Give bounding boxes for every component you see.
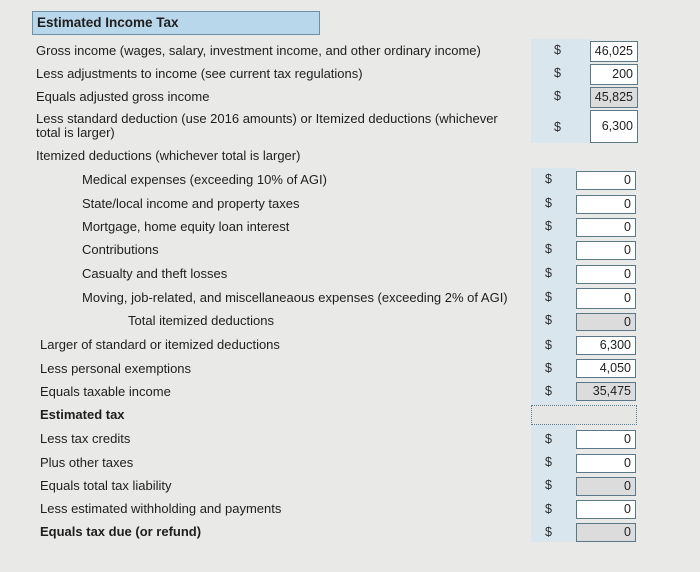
casualty-label: Casualty and theft losses xyxy=(82,266,228,281)
std-deduction-label-line2: total is larger) xyxy=(36,125,115,140)
total-liability-label: Equals total tax liability xyxy=(40,478,172,493)
std-deduction-field[interactable]: 6,300 xyxy=(590,110,638,143)
moving-currency: $ xyxy=(545,290,552,304)
exemptions-label: Less personal exemptions xyxy=(40,361,192,376)
total-itemized-label: Total itemized deductions xyxy=(128,313,274,328)
taxable-income-label: Equals taxable income xyxy=(40,384,171,399)
gross-income-currency: $ xyxy=(554,43,561,57)
mortgage-field[interactable]: 0 xyxy=(576,218,636,237)
gross-income-field[interactable]: 46,025 xyxy=(590,41,638,62)
withholding-currency: $ xyxy=(545,502,552,516)
tax-credits-currency: $ xyxy=(545,432,552,446)
other-taxes-field[interactable]: 0 xyxy=(576,454,636,473)
moving-field[interactable]: 0 xyxy=(576,288,636,309)
mortgage-currency: $ xyxy=(545,219,552,233)
std-deduction-currency: $ xyxy=(554,120,561,134)
currency-column-strip-top xyxy=(531,39,591,143)
itemized-header: Itemized deductions (whichever total is larger) xyxy=(36,148,301,163)
contributions-label: Contributions xyxy=(82,242,159,257)
medical-currency: $ xyxy=(545,172,552,186)
larger-field[interactable]: 6,300 xyxy=(576,336,636,355)
state-local-field[interactable]: 0 xyxy=(576,195,636,214)
estimated-tax-field[interactable] xyxy=(531,405,637,425)
taxable-income-currency: $ xyxy=(545,384,552,398)
exemptions-field[interactable]: 4,050 xyxy=(576,359,636,378)
withholding-field[interactable]: 0 xyxy=(576,500,636,519)
mortgage-label: Mortgage, home equity loan interest xyxy=(82,219,290,234)
larger-currency: $ xyxy=(545,338,552,352)
agi-currency: $ xyxy=(554,89,561,103)
tax-credits-field[interactable]: 0 xyxy=(576,430,636,449)
other-taxes-label: Plus other taxes xyxy=(40,455,134,470)
estimated-tax-label: Estimated tax xyxy=(40,407,125,422)
other-taxes-currency: $ xyxy=(545,455,552,469)
state-local-label: State/local income and property taxes xyxy=(82,196,300,211)
contributions-field[interactable]: 0 xyxy=(576,241,636,260)
contributions-currency: $ xyxy=(545,242,552,256)
agi-label: Equals adjusted gross income xyxy=(36,89,210,104)
sheet-title: Estimated Income Tax xyxy=(37,15,179,30)
std-deduction-label-line1: Less standard deduction (use 2016 amounts) or Itemized deductions (whichever xyxy=(36,111,498,126)
casualty-field[interactable]: 0 xyxy=(576,265,636,284)
total-itemized-currency: $ xyxy=(545,313,552,327)
exemptions-currency: $ xyxy=(545,361,552,375)
taxable-income-field[interactable]: 35,475 xyxy=(576,382,636,401)
adjustments-currency: $ xyxy=(554,66,561,80)
withholding-label: Less estimated withholding and payments xyxy=(40,501,282,516)
adjustments-field[interactable]: 200 xyxy=(590,64,638,85)
total-liability-currency: $ xyxy=(545,478,552,492)
gross-income-label: Gross income (wages, salary, investment income, and other ordinary income) xyxy=(36,43,481,58)
adjustments-label: Less adjustments to income (see current tax regulations) xyxy=(36,66,363,81)
sheet-title-cell[interactable] xyxy=(32,11,320,35)
agi-field[interactable]: 45,825 xyxy=(590,87,638,108)
casualty-currency: $ xyxy=(545,266,552,280)
currency-column-strip-bottom xyxy=(531,168,576,542)
total-liability-field[interactable]: 0 xyxy=(576,477,636,496)
tax-due-label: Equals tax due (or refund) xyxy=(40,524,202,539)
total-itemized-field[interactable]: 0 xyxy=(576,313,636,331)
medical-label: Medical expenses (exceeding 10% of AGI) xyxy=(82,172,327,187)
state-local-currency: $ xyxy=(545,196,552,210)
moving-label: Moving, job-related, and miscellaneaous expenses (exceeding 2% of AGI) xyxy=(82,290,508,305)
tax-due-field[interactable]: 0 xyxy=(576,523,636,542)
tax-credits-label: Less tax credits xyxy=(40,431,131,446)
medical-field[interactable]: 0 xyxy=(576,171,636,190)
larger-label: Larger of standard or itemized deductions xyxy=(40,337,280,352)
tax-due-currency: $ xyxy=(545,525,552,539)
